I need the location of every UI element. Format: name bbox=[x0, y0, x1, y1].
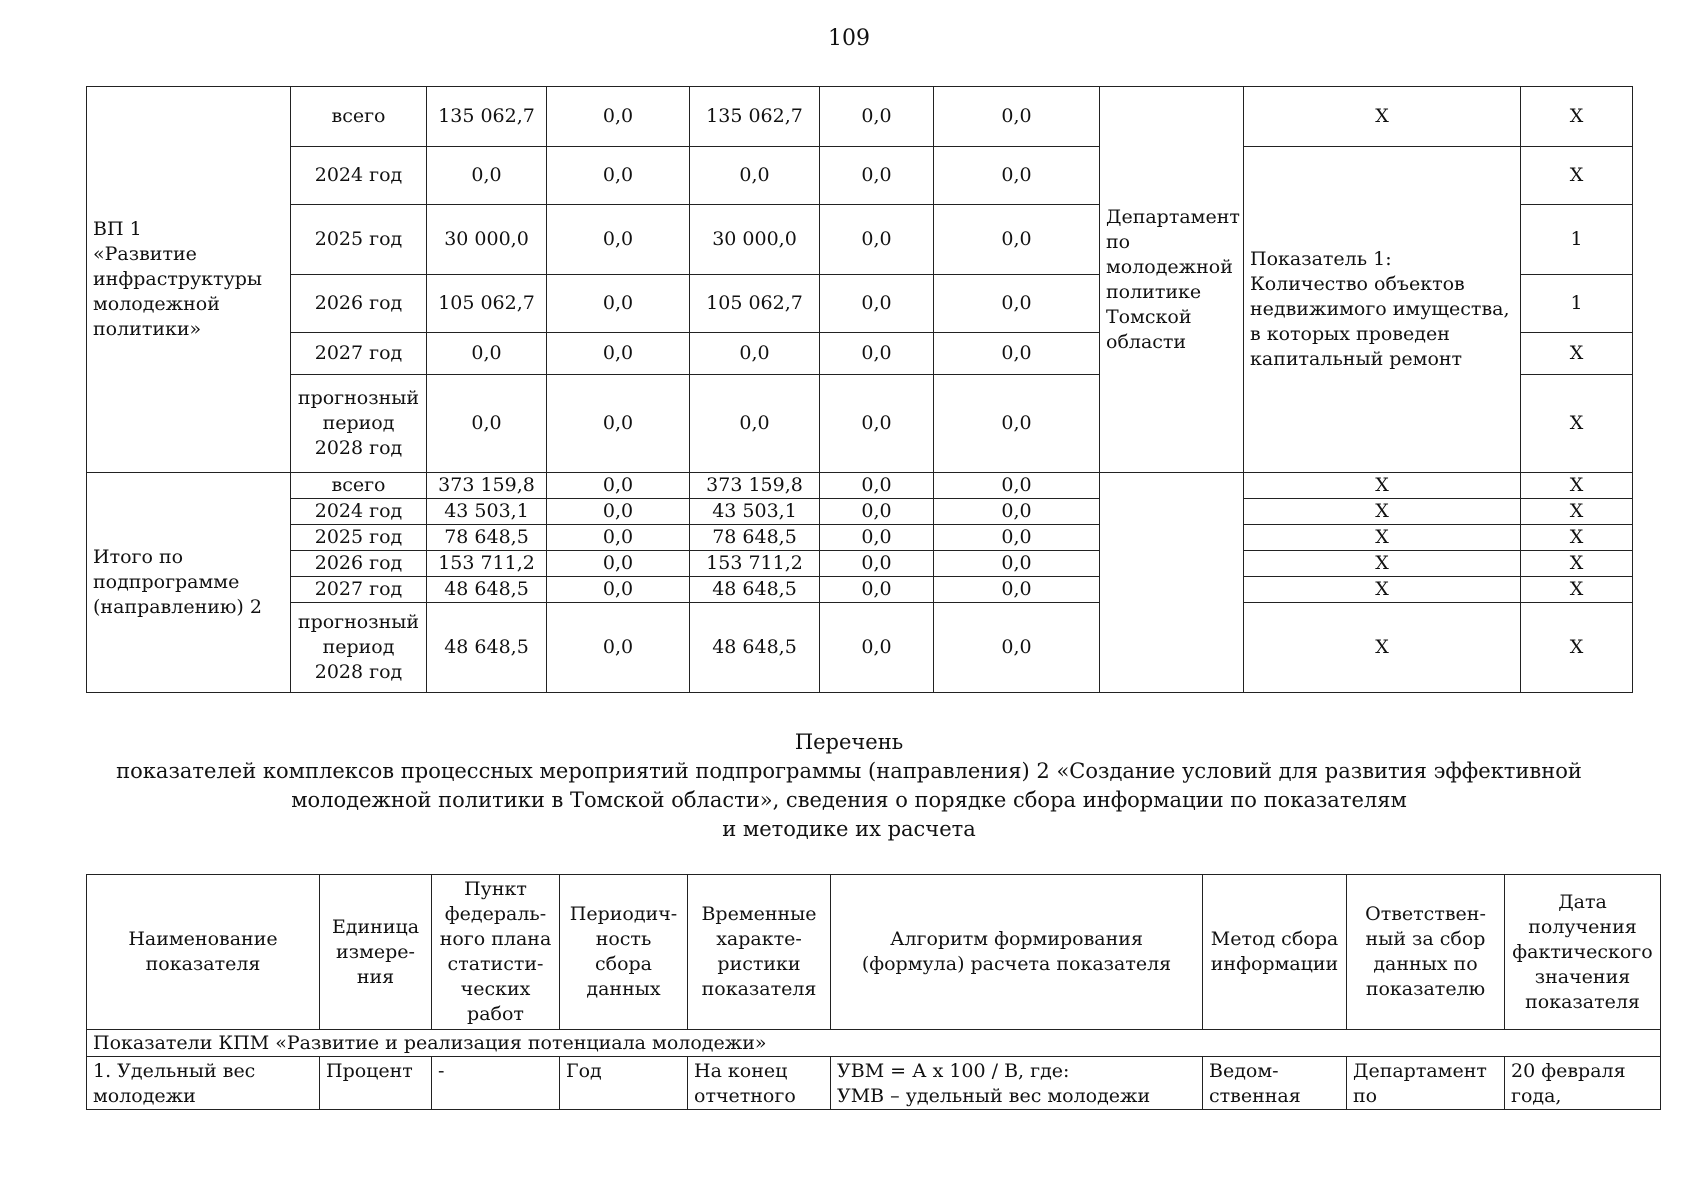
amount-cell: 0,0 bbox=[934, 473, 1100, 499]
value-cell: X bbox=[1521, 375, 1633, 473]
amount-cell: 0,0 bbox=[547, 551, 690, 577]
amount-cell: 0,0 bbox=[934, 603, 1100, 693]
value-cell: X bbox=[1521, 147, 1633, 205]
amount-cell: 0,0 bbox=[427, 375, 547, 473]
header-cell: Ответственный за сбор данных по показателю bbox=[1347, 875, 1505, 1030]
value-cell: X bbox=[1521, 499, 1633, 525]
amount-cell: 30 000,0 bbox=[427, 205, 547, 275]
header-cell: Временные характеристики показателя bbox=[688, 875, 831, 1030]
amount-cell: 0,0 bbox=[690, 147, 820, 205]
amount-cell: 0,0 bbox=[934, 551, 1100, 577]
amount-cell: 0,0 bbox=[934, 577, 1100, 603]
indicator-cell: X bbox=[1244, 473, 1521, 499]
amount-cell: 0,0 bbox=[934, 275, 1100, 333]
header-cell: Периодичность сбора данных bbox=[560, 875, 688, 1030]
indicators-table bbox=[86, 874, 1661, 1110]
amount-cell: 0,0 bbox=[820, 333, 934, 375]
header-cell: Метод сбора информации bbox=[1203, 875, 1347, 1030]
section-row bbox=[87, 1030, 1661, 1057]
period-cell: 2026 год bbox=[291, 275, 427, 333]
page-number: 109 bbox=[828, 26, 870, 51]
amount-cell: 43 503,1 bbox=[427, 499, 547, 525]
group-label-cell: Итого по подпрограмме (направлению) 2 bbox=[87, 473, 291, 693]
section-cell: Показатели КПМ «Развитие и реализация потенциала молодежи» bbox=[87, 1030, 1661, 1057]
amount-cell: 105 062,7 bbox=[690, 275, 820, 333]
amount-cell: 48 648,5 bbox=[427, 603, 547, 693]
amount-cell: 0,0 bbox=[820, 603, 934, 693]
period-cell: 2027 год bbox=[291, 333, 427, 375]
amount-cell: 0,0 bbox=[820, 275, 934, 333]
indicator-cell: X bbox=[1244, 87, 1521, 147]
header-cell: Единица измерения bbox=[320, 875, 432, 1030]
title-line-1: Перечень bbox=[794, 730, 904, 754]
total-row bbox=[87, 473, 1633, 499]
value-cell: X bbox=[1521, 551, 1633, 577]
amount-cell: 0,0 bbox=[934, 525, 1100, 551]
table-cell: Ведомственная bbox=[1203, 1057, 1347, 1110]
amount-cell: 0,0 bbox=[934, 333, 1100, 375]
header-cell: Наименование показателя bbox=[87, 875, 320, 1030]
amount-cell: 0,0 bbox=[547, 525, 690, 551]
amount-cell: 0,0 bbox=[547, 333, 690, 375]
total-row bbox=[87, 499, 1633, 525]
amount-cell: 0,0 bbox=[820, 551, 934, 577]
total-row bbox=[87, 525, 1633, 551]
amount-cell: 0,0 bbox=[934, 499, 1100, 525]
value-cell: X bbox=[1521, 473, 1633, 499]
value-cell: X bbox=[1521, 577, 1633, 603]
amount-cell: 153 711,2 bbox=[690, 551, 820, 577]
vp1-row bbox=[87, 147, 1633, 205]
responsible-cell bbox=[1100, 473, 1244, 693]
period-cell: прогнозный период 2028 год bbox=[291, 375, 427, 473]
amount-cell: 78 648,5 bbox=[690, 525, 820, 551]
period-cell: прогнозный период 2028 год bbox=[291, 603, 427, 693]
value-cell: X bbox=[1521, 525, 1633, 551]
amount-cell: 0,0 bbox=[547, 603, 690, 693]
amount-cell: 0,0 bbox=[547, 87, 690, 147]
period-cell: 2027 год bbox=[291, 577, 427, 603]
amount-cell: 0,0 bbox=[547, 205, 690, 275]
indicator-cell: X bbox=[1244, 577, 1521, 603]
value-cell: 1 bbox=[1521, 275, 1633, 333]
header-row bbox=[87, 875, 1661, 1030]
period-cell: 2026 год bbox=[291, 551, 427, 577]
total-row bbox=[87, 577, 1633, 603]
amount-cell: 0,0 bbox=[547, 147, 690, 205]
value-cell: X bbox=[1521, 603, 1633, 693]
amount-cell: 0,0 bbox=[934, 375, 1100, 473]
amount-cell: 0,0 bbox=[934, 87, 1100, 147]
amount-cell: 373 159,8 bbox=[690, 473, 820, 499]
amount-cell: 105 062,7 bbox=[427, 275, 547, 333]
amount-cell: 0,0 bbox=[547, 577, 690, 603]
amount-cell: 0,0 bbox=[934, 147, 1100, 205]
table-cell: Процент bbox=[320, 1057, 432, 1110]
period-cell: всего bbox=[291, 473, 427, 499]
value-cell: X bbox=[1521, 333, 1633, 375]
table-cell: На конец отчетного bbox=[688, 1057, 831, 1110]
group-label-cell: ВП 1 «Развитие инфраструктуры молодежной политики» bbox=[87, 87, 291, 473]
amount-cell: 30 000,0 bbox=[690, 205, 820, 275]
amount-cell: 153 711,2 bbox=[427, 551, 547, 577]
amount-cell: 0,0 bbox=[690, 333, 820, 375]
period-cell: 2024 год bbox=[291, 499, 427, 525]
period-cell: 2024 год bbox=[291, 147, 427, 205]
amount-cell: 0,0 bbox=[427, 333, 547, 375]
amount-cell: 0,0 bbox=[820, 577, 934, 603]
title-line-2: показателей комплексов процессных мероприятий подпрограммы (направления) 2 «Создание условий для развития эффективной bbox=[116, 759, 1582, 783]
amount-cell: 0,0 bbox=[820, 87, 934, 147]
total-row bbox=[87, 603, 1633, 693]
amount-cell: 0,0 bbox=[820, 525, 934, 551]
table-cell: 1. Удельный вес молодежи bbox=[87, 1057, 320, 1110]
title-line-3: молодежной политики в Томской области», сведения о порядке сбора информации по показателям bbox=[291, 788, 1407, 812]
vp1-row bbox=[87, 87, 1633, 147]
value-cell: 1 bbox=[1521, 205, 1633, 275]
amount-cell: 0,0 bbox=[547, 375, 690, 473]
amount-cell: 0,0 bbox=[690, 375, 820, 473]
value-cell: X bbox=[1521, 87, 1633, 147]
amount-cell: 48 648,5 bbox=[427, 577, 547, 603]
table-cell: - bbox=[432, 1057, 560, 1110]
amount-cell: 135 062,7 bbox=[427, 87, 547, 147]
indicator-cell: X bbox=[1244, 499, 1521, 525]
header-cell: Алгоритм формирования (формула) расчета показателя bbox=[831, 875, 1203, 1030]
table-cell: 20 февраля года, bbox=[1505, 1057, 1661, 1110]
period-cell: 2025 год bbox=[291, 205, 427, 275]
table-row bbox=[87, 1057, 1661, 1110]
indicator-cell: X bbox=[1244, 603, 1521, 693]
amount-cell: 0,0 bbox=[547, 275, 690, 333]
header-cell: Дата получения фактического значения показателя bbox=[1505, 875, 1661, 1030]
amount-cell: 43 503,1 bbox=[690, 499, 820, 525]
amount-cell: 78 648,5 bbox=[427, 525, 547, 551]
amount-cell: 48 648,5 bbox=[690, 577, 820, 603]
amount-cell: 0,0 bbox=[820, 473, 934, 499]
amount-cell: 0,0 bbox=[820, 499, 934, 525]
responsible-cell: Департамент по молодежной политике Томской области bbox=[1100, 87, 1244, 473]
amount-cell: 0,0 bbox=[820, 375, 934, 473]
table-cell: Департамент по bbox=[1347, 1057, 1505, 1110]
amount-cell: 0,0 bbox=[547, 499, 690, 525]
period-cell: 2025 год bbox=[291, 525, 427, 551]
header-cell: Пункт федерального плана статистических работ bbox=[432, 875, 560, 1030]
amount-cell: 0,0 bbox=[427, 147, 547, 205]
indicator-cell: X bbox=[1244, 525, 1521, 551]
amount-cell: 48 648,5 bbox=[690, 603, 820, 693]
amount-cell: 135 062,7 bbox=[690, 87, 820, 147]
total-row bbox=[87, 551, 1633, 577]
table-cell: УВМ = А х 100 / В, где: УМВ – удельный вес молодежи bbox=[831, 1057, 1203, 1110]
financing-table bbox=[86, 86, 1633, 693]
table-cell: Год bbox=[560, 1057, 688, 1110]
indicator-cell: Показатель 1: Количество объектов недвижимого имущества, в которых проведен капитальный ремонт bbox=[1244, 147, 1521, 473]
section-title bbox=[0, 728, 1698, 844]
period-cell: всего bbox=[291, 87, 427, 147]
indicator-cell: X bbox=[1244, 551, 1521, 577]
amount-cell: 0,0 bbox=[820, 147, 934, 205]
title-line-4: и методике их расчета bbox=[722, 817, 976, 841]
amount-cell: 0,0 bbox=[547, 473, 690, 499]
amount-cell: 373 159,8 bbox=[427, 473, 547, 499]
amount-cell: 0,0 bbox=[820, 205, 934, 275]
amount-cell: 0,0 bbox=[934, 205, 1100, 275]
